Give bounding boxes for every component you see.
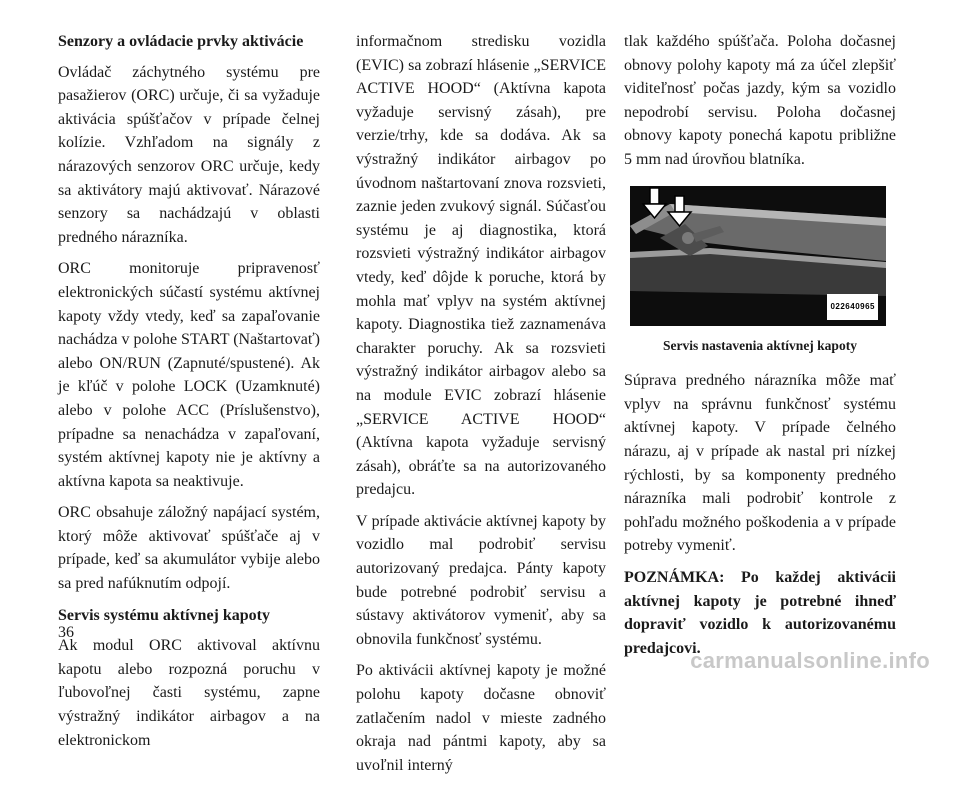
- section-heading-sensors: Senzory a ovládacie prvky aktivácie: [58, 33, 304, 50]
- paragraph: ORC obsahuje záložný napájací systém, ktorý môže aktivovať spúšťače aj v prípade, keď sa akumulátor vybije alebo sa pred nafúknutím odpojí.: [58, 504, 320, 593]
- paragraph: Po aktivácii aktívnej kapoty je možné polohu kapoty dočasne obnoviť zatlačením nadol v mieste zadného okraja nad pántmi kapoty, aby sa uvoľnil interný: [356, 662, 606, 774]
- paragraph: tlak každého spúšťača. Poloha dočasnej obnovy polohy kapoty má za účel zlepšiť viditeľnosť počas jazdy, kým sa vozidlo nepodrobí servisu. Poloha dočasnej obnovy kapoty ponechá kapotu približne 5 mm nad úrovňou blatníka.: [624, 33, 896, 168]
- watermark: carmanualsonline.info: [690, 648, 930, 673]
- column-left: [58, 30, 320, 760]
- figure-code: 022640965: [827, 294, 878, 320]
- page-number: 36: [58, 624, 74, 641]
- column-middle: [356, 30, 606, 785]
- column-right: [624, 30, 896, 668]
- paragraph: Ak modul ORC aktivoval aktívnu kapotu alebo rozpozná poruchu v ľubovoľnej časti systému, zapne výstražný indikátor airbagov a na elektronickom: [58, 637, 320, 749]
- figure-caption: Servis nastavenia aktívnej kapoty: [663, 337, 857, 353]
- section-heading-service: Servis systému aktívnej kapoty: [58, 606, 271, 624]
- paragraph: ORC monitoruje pripravenosť elektronických súčastí systému aktívnej kapoty vždy vtedy, keď sa zapaľovanie nachádza v polohe START (Naštartovať) alebo ON/RUN (Zapnuté/spustené). Ak je kľúč v polohe LOCK (Uzamknuté) alebo v polohe ACC (Príslušenstvo), prípadne sa nenachádza v zapaľovaní, systém aktívnej kapoty nie je aktívny a aktívna kapota sa neaktivuje.: [58, 260, 320, 490]
- paragraph: V prípade aktivácie aktívnej kapoty by vozidlo mal podrobiť servisu autorizovaný predajca. Pánty kapoty bude potrebné podrobiť servisu a sústavy aktivátorov vymeniť, aby sa obnovila funkčnosť systému.: [356, 512, 606, 648]
- hood-service-figure: [630, 186, 886, 326]
- paragraph: Ovládač záchytného systému pre pasažierov (ORC) určuje, či sa vyžaduje aktivácia spúšťačov v prípade čelnej kolízie. Vzhľadom na signály z nárazových senzorov ORC určuje, kedy sa aktivátory majú aktivovať. Nárazové senzory sa nachádzajú v oblasti predného nárazníka.: [58, 63, 320, 246]
- paragraph: Súprava predného nárazníka môže mať vplyv na správnu funkčnosť systému aktívnej kapoty. V prípade čelného nárazu, aj v prípade ak nastal pri nízkej rýchlosti, by sa komponenty predného nárazníka mali podrobiť kontrole z pohľadu možného poškodenia a v prípade potreby vymeniť.: [624, 372, 896, 555]
- paragraph: informačnom stredisku vozidla (EVIC) sa zobrazí hlásenie „SERVICE ACTIVE HOOD“ (Aktívna kapota vyžaduje servisný zásah), pre verzie/trhy, kde sa dodáva. Ak sa výstražný indikátor airbagov po úvodnom naštartovaní znova rozsvieti, zaznie jeden zvukový signál. Súčasťou systému je aj diagnostika, ktorá rozsvieti výstražný indikátor airbagov vtedy, keď dôjde k poruche, ktorá by mohla mať vplyv na systém aktívnej kapoty. Diagnostika tiež zaznamenáva charakter poruchy. Ak sa rozsvieti výstražný indikátor airbagov alebo sa na module EVIC zobrazí hlásenie „SERVICE ACTIVE HOOD“ (Aktívna kapota vyžaduje servisný zásah), obráťte sa na autorizovaného predajcu.: [356, 33, 606, 499]
- note: POZNÁMKA: Po každej aktivácii aktívnej kapoty je potrebné ihneď dopraviť vozidlo k autorizovanému predajcovi.: [624, 568, 896, 657]
